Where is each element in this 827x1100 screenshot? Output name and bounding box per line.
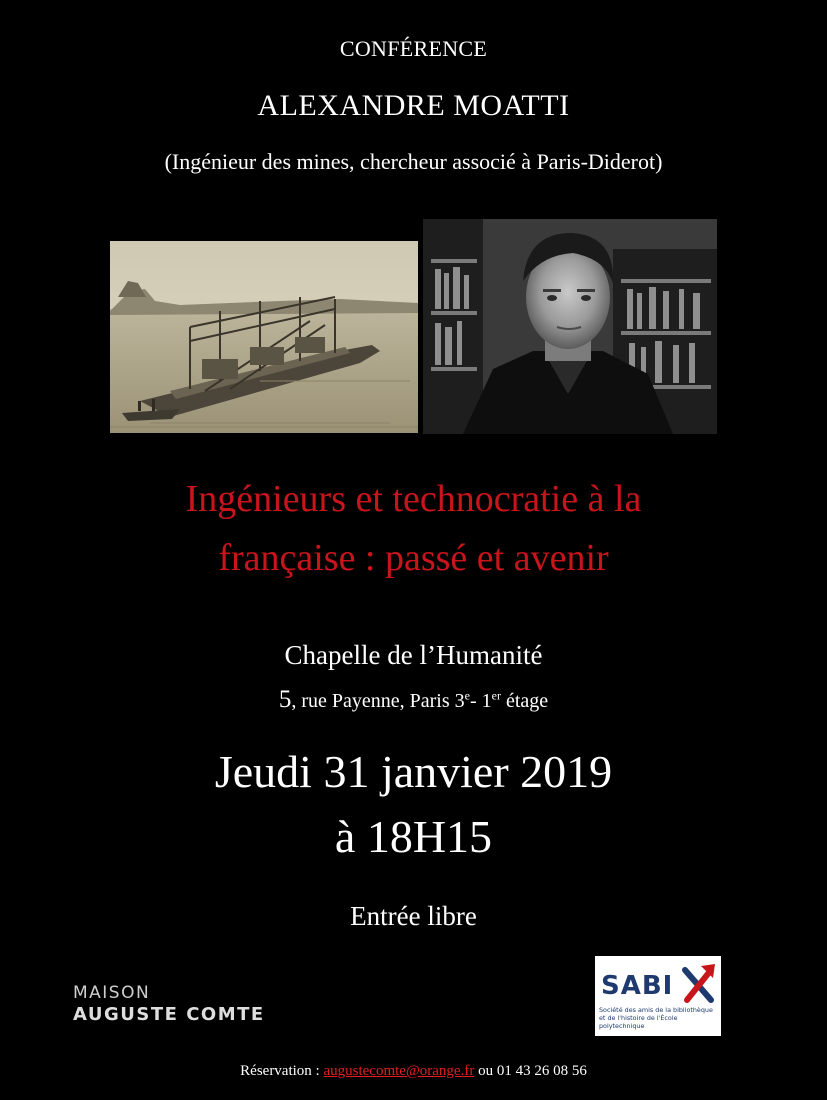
speaker-affiliation: (Ingénieur des mines, chercheur associé à Paris-Diderot): [164, 149, 663, 174]
entry-info: Entrée libre: [350, 901, 477, 931]
lecture-title-line-2: française : passé et avenir: [218, 537, 609, 579]
event-date: Jeudi 31 janvier 2019: [214, 746, 613, 797]
maison-auguste-comte-logo: [73, 982, 265, 1026]
street-number: 5: [278, 686, 292, 713]
venue-address: [0, 686, 827, 714]
sabix-tagline: Société des amis de la bibliothèque et de l'histoire de l'École polytechnique: [599, 1006, 713, 1030]
reservation-label: Réservation :: [240, 1063, 324, 1079]
svg-text:SABI: SABI: [601, 971, 674, 1001]
street-name: , rue Payenne, Paris 3: [291, 690, 465, 712]
maison-logo-line-2: AUGUSTE COMTE: [73, 1004, 265, 1025]
reservation-line: [0, 1063, 827, 1080]
arrondissement-suffix: e: [464, 688, 470, 703]
speaker-portrait-photo: [423, 219, 717, 434]
floor-label: étage: [500, 690, 549, 712]
event-time: à 18H15: [334, 811, 493, 862]
floor-prefix: - 1: [469, 690, 492, 712]
floor-suffix: er: [491, 688, 501, 703]
speaker-name: ALEXANDRE MOATTI: [257, 89, 570, 122]
maison-logo-line-1: MAISON: [73, 983, 151, 1003]
boat-engraving-image: [110, 241, 418, 433]
venue-name: Chapelle de l’Humanité: [284, 640, 543, 670]
reservation-email-link[interactable]: augustecomte@orange.fr: [323, 1063, 475, 1079]
lecture-title-line-1: Ingénieurs et technocratie à la: [185, 478, 642, 520]
reservation-phone: ou 01 43 26 08 56: [474, 1063, 587, 1079]
event-type-label: CONFÉRENCE: [339, 36, 488, 61]
sabix-logo: [595, 956, 721, 1036]
